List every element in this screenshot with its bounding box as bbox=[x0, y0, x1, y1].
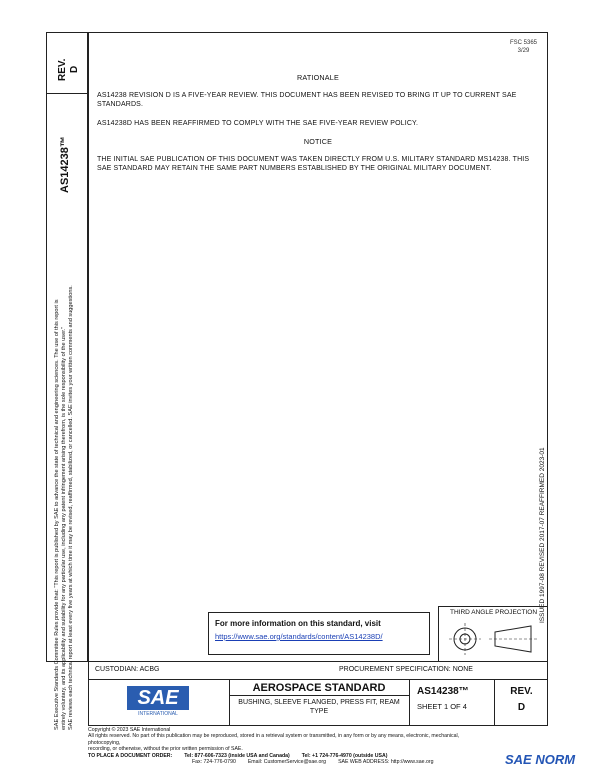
notice-paragraph: THE INITIAL SAE PUBLICATION OF THIS DOCUMENT WAS TAKEN DIRECTLY FROM U.S. MILITARY STANDARD MS14238. THIS SAE STANDARD MAY RETAIN THE SAME PART NUMBERS ESTABLISHED BY THE ORIGINAL MILITARY DOCUMENT. bbox=[97, 156, 530, 172]
revision-history: ISSUED 1997-08 REVISED 2017-07 REAFFIRMED 2023-01 bbox=[539, 447, 546, 623]
rationale-paragraph-1: AS14238 REVISION D IS A FIVE-YEAR REVIEW. THIS DOCUMENT HAS BEEN REVISED TO BRING IT UP TO CURRENT SAE STANDARDS. bbox=[97, 92, 517, 108]
fsc-date: 3/29 bbox=[517, 48, 530, 54]
content-frame bbox=[88, 32, 548, 662]
web-address[interactable]: SAE WEB ADDRESS: http://www.sae.org bbox=[338, 759, 434, 766]
phone-international: Tel: +1 724-776-4970 (outside USA) bbox=[301, 752, 388, 759]
email[interactable]: Email: CustomerService@sae.org bbox=[247, 759, 327, 766]
copyright-footer bbox=[88, 727, 488, 765]
more-info-title: For more information on this standard, visit bbox=[215, 619, 381, 628]
fsc-code bbox=[510, 39, 537, 55]
phone-domestic: Tel: 877-606-7323 (inside USA and Canada) bbox=[184, 752, 290, 759]
title-block-main-row bbox=[88, 680, 548, 726]
rationale-heading: RATIONALE bbox=[296, 73, 339, 82]
sae-logo-sub: INTERNATIONAL bbox=[138, 711, 178, 717]
fsc-label: FSC 5365 bbox=[509, 40, 537, 46]
rights-line: recording, or otherwise, without the prior written permission of SAE. bbox=[88, 746, 243, 753]
doc-number: AS14238™ bbox=[417, 686, 469, 697]
standard-link[interactable]: https://www.sae.org/standards/content/AS14238D/ bbox=[215, 632, 383, 641]
side-rev-box bbox=[47, 33, 87, 94]
side-rev-value: D bbox=[69, 65, 80, 73]
sheet-number: SHEET 1 OF 4 bbox=[417, 702, 467, 711]
order-label: TO PLACE A DOCUMENT ORDER: bbox=[88, 752, 173, 759]
part-description: BUSHING, SLEEVE FLANGED, PRESS FIT, REAM TYPE bbox=[238, 699, 400, 715]
title-block-top-row bbox=[88, 662, 548, 680]
notice-heading: NOTICE bbox=[303, 137, 333, 146]
sae-logo bbox=[89, 680, 230, 725]
doc-number-cell bbox=[409, 680, 495, 725]
rev-value: D bbox=[517, 702, 526, 713]
side-doc-number: AS14238™ bbox=[59, 136, 71, 193]
side-note-line: entirely voluntary, and its applicability and suitability for any particular use, including any patent infringement arising therefrom, is the sole responsibility of the user.” bbox=[61, 326, 68, 730]
watermark: SAE NORM bbox=[505, 752, 576, 767]
rights-line: All rights reserved. No part of this publication may be reproduced, stored in a retrieval system or transmitted, in any form or by any means, electronic, mechanical, photocopying, bbox=[88, 733, 460, 746]
copyright-line: Copyright © 2023 SAE International bbox=[88, 727, 171, 733]
projection-label: THIRD ANGLE PROJECTION bbox=[449, 609, 538, 616]
procurement-spec: PROCUREMENT SPECIFICATION: NONE bbox=[339, 666, 473, 673]
side-note-line: SAE Executive Standards Committee Rules provide that: “This report is published by SAE to advance the state of technical and engineering sciences. The use of this report is bbox=[54, 299, 60, 730]
contact-row bbox=[88, 759, 488, 765]
side-rev-label: REV. bbox=[57, 58, 68, 81]
standard-type: AEROSPACE STANDARD bbox=[229, 681, 409, 696]
third-angle-projection-icon bbox=[439, 617, 549, 661]
custodian: CUSTODIAN: ACBG bbox=[95, 666, 160, 673]
sae-rules-note bbox=[54, 170, 76, 730]
rev-cell bbox=[494, 680, 549, 725]
fax: Fax: 724-776-0790 bbox=[192, 759, 236, 766]
projection-box bbox=[438, 606, 548, 662]
title-block bbox=[88, 662, 548, 734]
rationale-paragraph-2: AS14238D HAS BEEN REAFFIRMED TO COMPLY WITH THE SAE FIVE-YEAR REVIEW POLICY. bbox=[97, 120, 419, 127]
sae-logo-mark: SAE bbox=[127, 686, 189, 710]
side-note-line: SAE reviews each technical report at least every five years at which time it may be revised, reaffirmed, stabilized, or cancelled. SAE invites your written comments and suggestions. bbox=[68, 285, 75, 730]
rev-label: REV. bbox=[510, 686, 533, 697]
more-info-box bbox=[208, 612, 430, 655]
standard-title-cell bbox=[229, 680, 410, 725]
